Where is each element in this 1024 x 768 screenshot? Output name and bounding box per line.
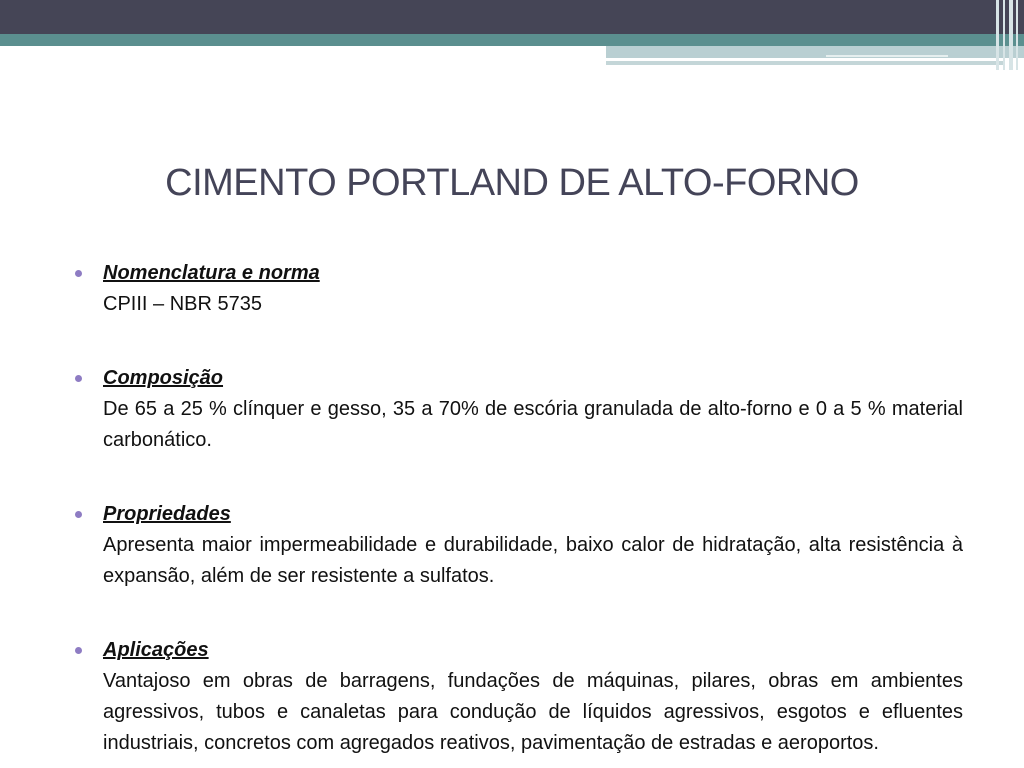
section-body: CPIII – NBR 5735 (103, 293, 262, 315)
section-heading: Aplicações (103, 639, 209, 661)
section-aplicacoes (75, 635, 963, 759)
section-body: Apresenta maior impermeabilidade e durabilidade, baixo calor de hidratação, alta resistência à expansão, além de ser resistente a sulfatos. (103, 534, 963, 587)
header-edge-stripes (994, 0, 1024, 70)
section-heading: Nomenclatura e norma (103, 262, 320, 284)
section-body: De 65 a 25 % clínquer e gesso, 35 a 70% de escória granulada de alto-forno e 0 a 5 % material carbonático. (103, 398, 963, 451)
header-light-band (606, 46, 1024, 58)
section-heading: Propriedades (103, 503, 231, 525)
slide-content (75, 258, 963, 759)
bullet-dot-icon (75, 375, 82, 382)
bullet-dot-icon (75, 647, 82, 654)
slide-title: CIMENTO PORTLAND DE ALTO-FORNO (165, 162, 859, 204)
header-light-line (606, 61, 1004, 65)
header-teal-band (0, 34, 1024, 46)
section-propriedades (75, 499, 963, 592)
bullet-dot-icon (75, 270, 82, 277)
header-dark-band (0, 0, 1024, 34)
section-heading: Composição (103, 367, 224, 389)
section-nomenclatura (75, 258, 963, 320)
section-composicao (75, 363, 963, 456)
header-thin-line (826, 55, 948, 57)
bullet-dot-icon (75, 511, 82, 518)
section-body: Vantajoso em obras de barragens, fundações de máquinas, pilares, obras em ambientes agressivos, tubos e canaletas para condução de líquidos agressivos, esgotos e efluentes industriais, concretos com agregados reativos, pavimentação de estradas e aeroportos. (103, 670, 963, 754)
